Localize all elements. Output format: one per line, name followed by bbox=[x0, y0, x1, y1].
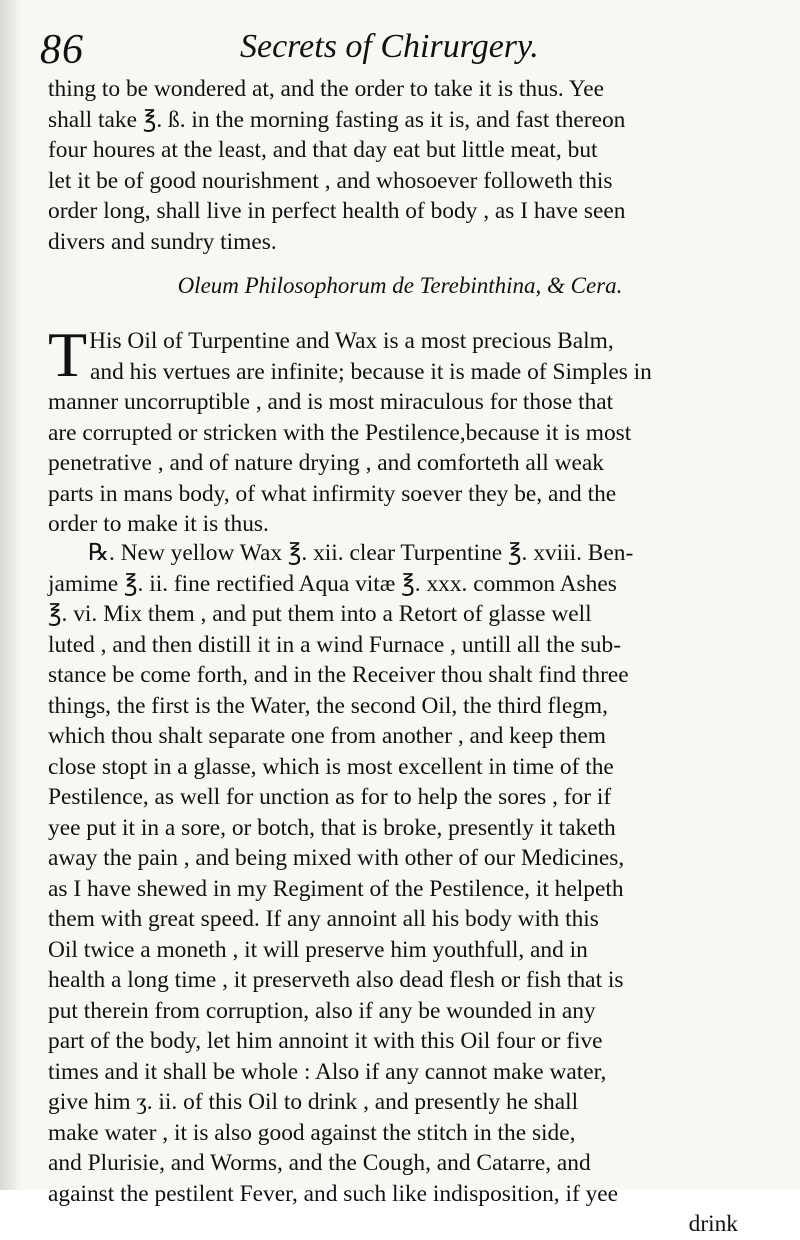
text-line: and his vertues are infinite; because it is made of Simples in bbox=[90, 358, 652, 385]
paragraph-oil-description bbox=[48, 319, 738, 540]
text-line: penetrative , and of nature drying , and comforteth all weak bbox=[48, 450, 604, 476]
text-line: make water , it is also good against the stitch in the side, bbox=[48, 1119, 576, 1146]
text-line: parts in mans body, of what infirmity soever they be, and the bbox=[48, 480, 617, 507]
text-line: let it be of good nourishment , and whosoever followeth this bbox=[48, 167, 613, 194]
text-line: manner uncorruptible , and is most miraculous for those that bbox=[48, 389, 614, 415]
text-line: as I have shewed in my Regiment of the Pestilence, it helpeth bbox=[48, 875, 624, 902]
drop-cap: T bbox=[48, 319, 88, 390]
text-line-content: His Oil of Turpentine and Wax is a most precious Balm, bbox=[89, 328, 614, 354]
page-number: 86 bbox=[40, 27, 84, 73]
text-line: Oil twice a moneth , it will preserve him youthfull, and in bbox=[48, 936, 588, 963]
text-line: thing to be wondered at, and the order to take it is thus. Yee bbox=[48, 76, 605, 102]
opening-paragraph bbox=[48, 74, 738, 257]
page-gutter-shadow bbox=[0, 0, 22, 1190]
text-line: part of the body, let him annoint it with this Oil four or five bbox=[48, 1028, 603, 1054]
text-line: away the pain , and being mixed with other of our Medicines, bbox=[48, 845, 625, 871]
text-line: jamime ℥. ii. fine rectified Aqua vitæ ℥. xxx. common Ashes bbox=[48, 570, 617, 597]
text-line: divers and sundry times. bbox=[48, 228, 277, 255]
section-title: Oleum Philosophorum de Terebinthina, & Cera. bbox=[177, 273, 623, 298]
text-line: four houres at the least, and that day eat but little meat, but bbox=[48, 137, 598, 163]
text-line: and Plurisie, and Worms, and the Cough, and Catarre, and bbox=[48, 1150, 591, 1176]
text-line: order to make it is thus. bbox=[48, 511, 269, 537]
text-line: close stopt in a glasse, which is most excellent in time of the bbox=[48, 753, 614, 780]
text-line: health a long time , it preserveth also dead flesh or fish that is bbox=[48, 967, 624, 993]
text-line: against the pestilent Fever, and such like indisposition, if yee bbox=[48, 1180, 619, 1207]
text-line: which thou shalt separate one from another , and keep them bbox=[48, 723, 606, 749]
running-head: Secrets of Chirurgery. bbox=[240, 28, 539, 65]
catchword: drink bbox=[688, 1211, 738, 1237]
text-line: shall take ℥. ß. in the morning fasting as it is, and fast thereon bbox=[48, 106, 626, 133]
text-line: luted , and then distill it in a wind Furnace , untill all the sub- bbox=[48, 631, 621, 658]
text-line: them with great speed. If any annoint all his body with this bbox=[48, 906, 599, 932]
text-line: ℥. vi. Mix them , and put them into a Retort of glasse well bbox=[48, 601, 592, 627]
text-line: Pestilence, as well for unction as for to help the sores , for if bbox=[48, 784, 612, 810]
text-line: things, the first is the Water, the second Oil, the third flegm, bbox=[48, 692, 608, 719]
text-line: times and it shall be whole : Also if any cannot make water, bbox=[48, 1058, 607, 1085]
text-line: give him ʒ. ii. of this Oil to drink , and presently he shall bbox=[48, 1089, 579, 1115]
text-line: put therein from corruption, also if any be wounded in any bbox=[48, 997, 596, 1024]
paragraph-recipe bbox=[48, 538, 738, 1240]
text-line: are corrupted or stricken with the Pestilence,because it is most bbox=[48, 419, 632, 446]
text-line: ℞. New yellow Wax ℥. xii. clear Turpentine ℥. xviii. Ben- bbox=[88, 540, 634, 566]
page-header bbox=[0, 18, 800, 78]
text-line: order long, shall live in perfect health of body , as I have seen bbox=[48, 198, 626, 224]
text-line: yee put it in a sore, or botch, that is broke, presently it taketh bbox=[48, 814, 616, 841]
text-line: stance be come forth, and in the Receiver thou shalt find three bbox=[48, 662, 629, 688]
